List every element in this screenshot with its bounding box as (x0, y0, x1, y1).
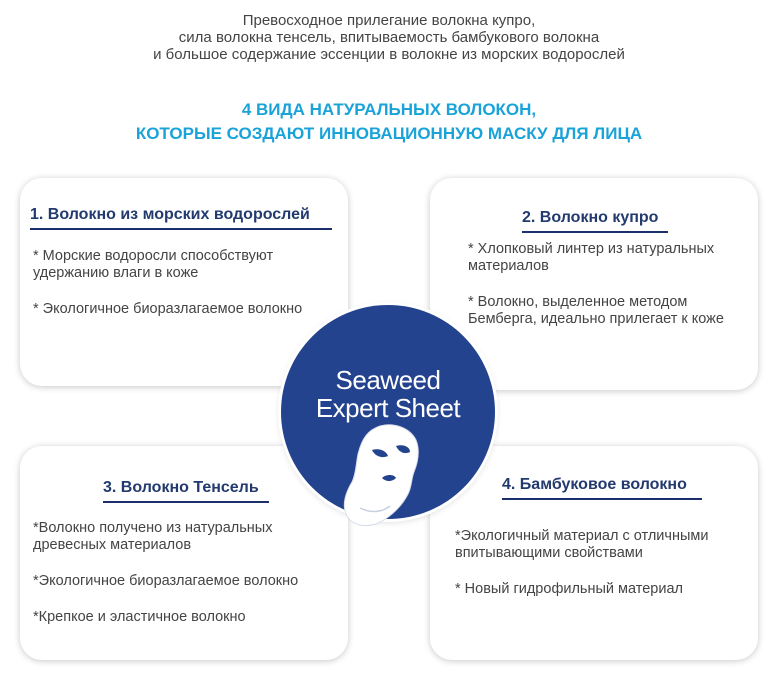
intro-text (0, 12, 778, 63)
card-title-underline (522, 231, 668, 233)
product-name (281, 366, 495, 422)
product-name-line: Expert Sheet (315, 393, 461, 423)
headline-line: 4 ВИДА НАТУРАЛЬНЫХ ВОЛОКОН, (241, 100, 537, 119)
card-point: * Морские водоросли способствуют удержанию влаги в коже (33, 248, 274, 281)
intro-line: и большое содержание эссенции в волокне из морских водорослей (153, 46, 625, 63)
card-title: 1. Волокно из морских водорослей (30, 206, 310, 223)
headline-line: КОТОРЫЕ СОЗДАЮТ ИННОВАЦИОННУЮ МАСКУ ДЛЯ ЛИЦА (135, 124, 643, 143)
card-point: *Экологичный материал с отличными впитывающими свойствами (455, 528, 709, 561)
card-title-underline (103, 501, 269, 503)
product-name-line: Seaweed (335, 365, 441, 395)
card-point: *Экологичное биоразлагаемое волокно (33, 573, 299, 589)
card-points (33, 248, 303, 337)
card-points (468, 241, 746, 347)
card-title: 2. Волокно купро (522, 209, 659, 226)
card-point: *Крепкое и эластичное волокно (33, 609, 246, 625)
headline (0, 98, 778, 146)
card-point: * Новый гидрофильный материал (455, 581, 683, 597)
intro-line: сила волокна тенсель, впитываемость бамбукового волокна (178, 29, 600, 46)
card-point: * Хлопковый линтер из натуральных материалов (468, 241, 715, 274)
card-title: 4. Бамбуковое волокно (502, 476, 687, 493)
card-point: * Экологичное биоразлагаемое волокно (33, 301, 303, 317)
face-sheet-mask-icon (340, 420, 440, 530)
card-point: * Волокно, выделенное методом Бемберга, идеально прилегает к коже (468, 294, 724, 327)
card-title-underline (502, 498, 702, 500)
card-points (33, 520, 313, 645)
card-title-underline (30, 228, 332, 230)
card-point: *Волокно получено из натуральных древесных материалов (33, 520, 273, 553)
intro-line: Превосходное прилегание волокна купро, (242, 12, 536, 29)
card-title: 3. Волокно Тенсель (103, 479, 259, 496)
card-points (455, 528, 745, 617)
